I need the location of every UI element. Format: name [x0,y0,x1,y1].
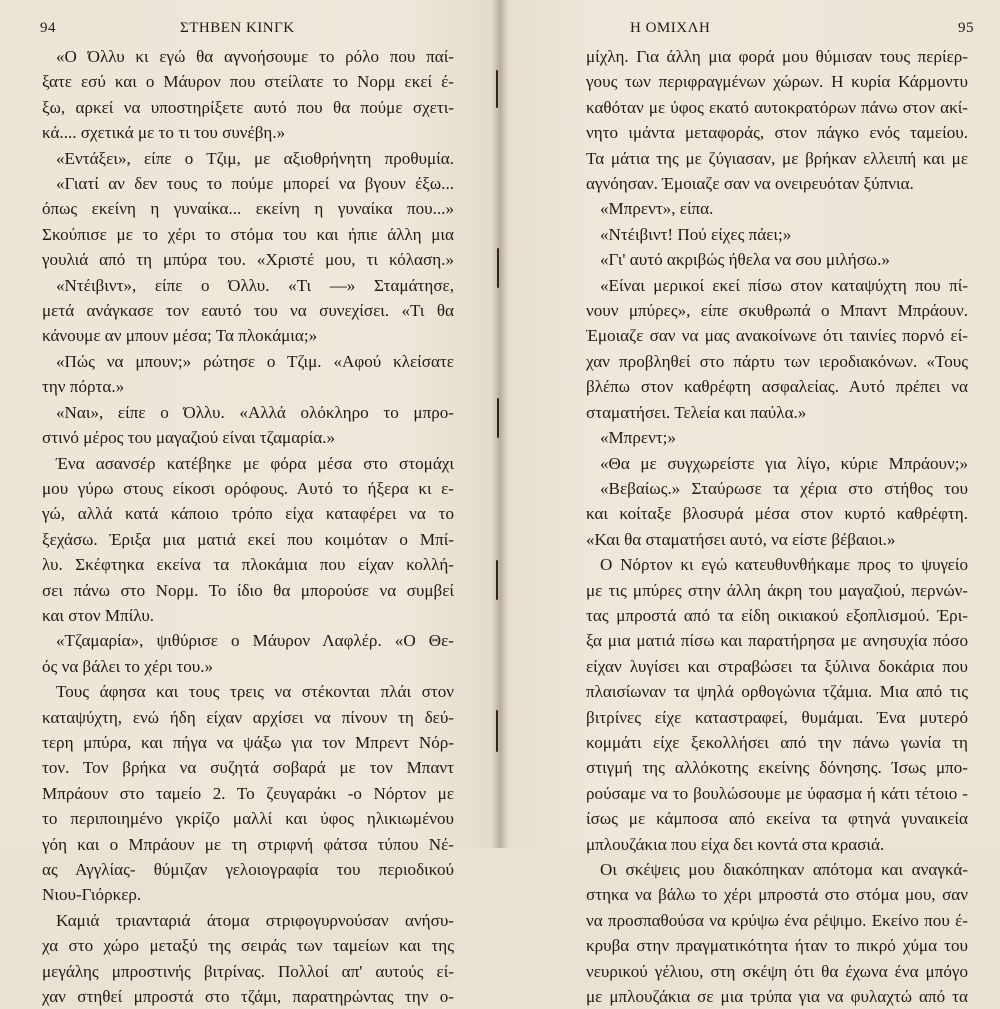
text-line: ρούσαμε να το βουλώσουμε με ύφασμα ή κάτι τέτοιο - [586,783,968,803]
right-page [500,0,1000,1007]
text-line: στινό μέρος του μαγαζιού είναι τζαμαρία.» [42,428,336,448]
text-line: «Γι' αυτό ακριβώς ήθελα να σου μιλήσω.» [600,250,890,270]
text-line: είχαν λυγίσει και στραβώσει τα ξύλινα δοκάρια που [586,656,968,676]
text-line: χα στο χώρο μεταξύ της σειράς των ταμείων και της [42,936,454,956]
text-line: μίχλη. Για άλλη μια φορά μου θύμισαν τους περίερ- [586,47,968,66]
text-line: βιτρίνες είχε καταστραφεί, θυμάμαι. Ένα μυτερό [586,707,968,727]
text-line: νητο ιμάντα μεταφοράς, στον πάγκο ενός ταμείου. [586,123,968,143]
text-line: στιγμή της αλλόκοτης εκείνης δόνησης. Ίσως μπο- [586,758,968,778]
text-line: Τους άφησα και τους τρεις να στέκονται πλάι στον [56,682,454,702]
text-line: Σκούπισε με το χέρι το στόμα του και ήπιε άλλη μια [42,224,454,244]
text-line: καθόταν με ύφος εκατό αυτοκρατόρων πάνω στον ακί- [586,97,968,117]
text-line: Νιου-Γιόρκερ. [42,885,142,905]
text-line: μπλουζάκια που είχα δει κοντά στα κρασιά. [586,834,885,854]
text-line: νουν μπύρες», είπε σκυθρωπά ο Μπαντ Μπράουν. [586,301,968,321]
text-line: τας μπροστά από τα είδη οικιακού εξοπλισμού. Έρι- [586,605,968,625]
text-line: ός να βάλει το χέρι του.» [42,656,214,676]
text-line: «Ντέιβιντ! Πού είχες πάει;» [600,224,792,244]
text-line: «Τζαμαρία», ψιθύρισε ο Μάυρον Λαφλέρ. «Ο Θε- [56,631,454,651]
text-line: να προσπαθούσα να κρύψω ένα ρέψιμο. Εκείνο που έ- [586,910,968,930]
text-line: «Και θα σταματήσει αυτό, να είστε βέβαιοι.» [586,529,896,549]
text-line: Ένα ασανσέρ κατέβηκε με φόρα μέσα στο στομάχι [56,453,454,473]
text-line: κομμάτι είχε ξεκολλήσει από την πάνω γωνία τη [586,732,968,752]
text-line: με μπλουζάκια σε μια τρύπα για να φυλαχτώ από τα [586,987,968,1007]
text-line: ξεχάσω. Έριξα μια ματιά εκεί που κοιμόταν ο Μπί- [42,529,454,549]
text-line: «Εντάξει», είπε ο Τζιμ, με αξιοθρήνητη προθυμία. [56,148,454,168]
text-line: «Γιατί αν δεν τους το πούμε μπορεί να βγουν έξω... [56,174,454,194]
page-text [42,44,454,1009]
text-line: καταψύχτη, ενώ ήδη είχαν αρχίσει να πίνουν τη δεύ- [42,707,454,727]
text-line: Οι σκέψεις μου διακόπηκαν απότομα και αναγκά- [600,860,968,879]
text-line: με τις μπύρες στην άλλη άκρη του μαγαζιού, περνών- [586,580,968,600]
page-number: 94 [40,20,56,36]
text-line: αγνόησαν. Έμοιαζε σαν να ονειρευόταν ξύπνια. [586,174,914,194]
text-line: την πόρτα.» [42,377,125,397]
text-line: Έμοιαζε σαν να μας ανακοίνωνε ότι ταινίες πορνό εί- [586,326,968,346]
text-line: και στον Μπίλυ. [42,605,155,625]
text-line: μου γύρω στους είκοσι ορόφους. Αυτό το ήξερα κι ε- [42,478,454,498]
text-line: μετά ανάγκασε τον εαυτό του να συνεχίσει. «Τι θα [42,301,454,321]
text-line: «Είναι μερικοί εκεί πίσω στον καταψύχτη που πί- [600,275,968,295]
text-line: Καμιά τριανταριά άτομα στριφογυρνούσαν ανήσυ- [56,910,454,930]
text-line: ίσως με κάμποσα από εκείνα τα φτηνά γυναικεία [586,809,968,829]
text-line: το περιποιημένο γκρίζο μαλλί και ύφος ηλικιωμένου [42,809,454,829]
text-line: βλέπω στον καθρέφτη ασφαλείας. Αυτό πρέπει να [586,377,968,397]
text-line: γουλιά από τη μπύρα του. «Χριστέ μου, τι κόλαση.» [42,250,454,270]
text-line: τερη μπύρα, και πήγα να ψάξω για τον Μπρεντ Νόρ- [42,732,454,752]
text-line: κρυβα στην πραγματικότητα ήταν το πικρό χύμα του [586,936,968,956]
text-line: «Ντέιβιντ», είπε ο Όλλυ. «Τι —» Σταμάτησε, [56,275,454,295]
text-line: Τα μάτια της με ζύγιασαν, με βρήκαν ελλειπή και με [586,148,968,168]
text-line: σει πάνω στο Νορμ. Το ίδιο θα μπορούσε να συμβεί [42,580,454,600]
left-page [0,0,500,1007]
text-line: κά.... σχετικά με το τι του συνέβη.» [42,123,286,143]
text-line: ξω, αρκεί να υποστηρίξετε αυτό που θα πούμε σχετι- [42,97,454,117]
running-title: Η ΟΜΙΧΛΗ [630,20,711,36]
text-line: σταματήσει. Τελεία και παύλα.» [586,402,807,422]
text-line: νευρικού γέλιου, στη σκέψη ότι θα έχωνα ένα μπόγο [586,961,968,981]
running-title: ΣΤΗΒΕΝ ΚΙΝΓΚ [180,20,295,36]
text-line: «Πώς να μπουν;» ρώτησε ο Τζιμ. «Αφού κλείσατε [56,351,454,371]
text-line: ξατε εσύ και ο Μάυρον που στείλατε το Νορμ εκεί έ- [42,72,454,92]
text-line: και κοίταξε βλοσυρά μέσα στον κυρτό καθρέφτη. [586,504,968,524]
text-line: «Μπρεντ», είπα. [600,199,714,219]
text-line: «Ναι», είπε ο Όλλυ. «Αλλά ολόκληρο το μπρο- [56,402,454,422]
page-text [586,44,968,1009]
text-line: γόη και ο Μπράουν με τη στριφνή φάτσα τύπου Νέ- [42,834,454,854]
text-line: μεγάλης μπροστινής βιτρίνας. Πολλοί απ' αυτούς εί- [42,961,454,981]
text-line: στηκα να βάλω το χέρι μπροστά στο στόμα μου, σαν [586,885,968,905]
text-line: «Ο Όλλυ κι εγώ θα αγνοήσουμε το ρόλο που παί- [56,47,454,66]
text-line: χαν στηθεί μπροστά στο τζάμι, παρατηρώντας την ο- [42,987,454,1007]
text-line: κάνουμε αν μπουν μέσα; Τα πλοκάμια;» [42,326,318,346]
text-line: Ο Νόρτον κι εγώ κατευθυνθήκαμε προς το ψυγείο [600,555,968,575]
text-line: γώ, αλλά κατά κάποιο τρόπο είχα καταφέρει να το [42,504,454,524]
text-line: Μπράουν στο ταμείο 2. Το ζευγαράκι -ο Νόρτον με [42,783,454,803]
text-line: πλαισίωναν τα ψηλά ορθογώνια τζάμια. Μια από τις [586,682,968,702]
text-line: τον. Τον βρήκα να συζητά σοβαρά με τον Μπαντ [42,758,454,778]
page-number: 95 [958,20,974,36]
text-line: ξα μια ματιά πίσω και παρατήρησα με ανησυχία πόσο [586,631,968,651]
text-line: ας Αγγλίας- θύμιζαν γελοιογραφία του περιοδικού [42,860,454,879]
text-line: όπως εκείνη η γυναίκα... εκείνη η γυναίκα που...» [42,199,454,219]
text-line: «Βεβαίως.» Σταύρωσε τα χέρια στο στήθος του [600,478,968,498]
text-line: γους των περιφραγμένων χώρων. Η κυρία Κάρμοντυ [586,72,968,92]
text-line: «Θα με συγχωρείστε για λίγο, κύριε Μπράουν;» [600,453,968,473]
text-line: χαν προβληθεί στο πάρτυ των ιεροδιακόνων. «Τους [586,351,968,371]
text-line: «Μπρεντ;» [600,428,676,448]
text-line: λυ. Σκέφτηκα εκείνα τα πλοκάμια που είχαν κολλή- [42,555,454,575]
